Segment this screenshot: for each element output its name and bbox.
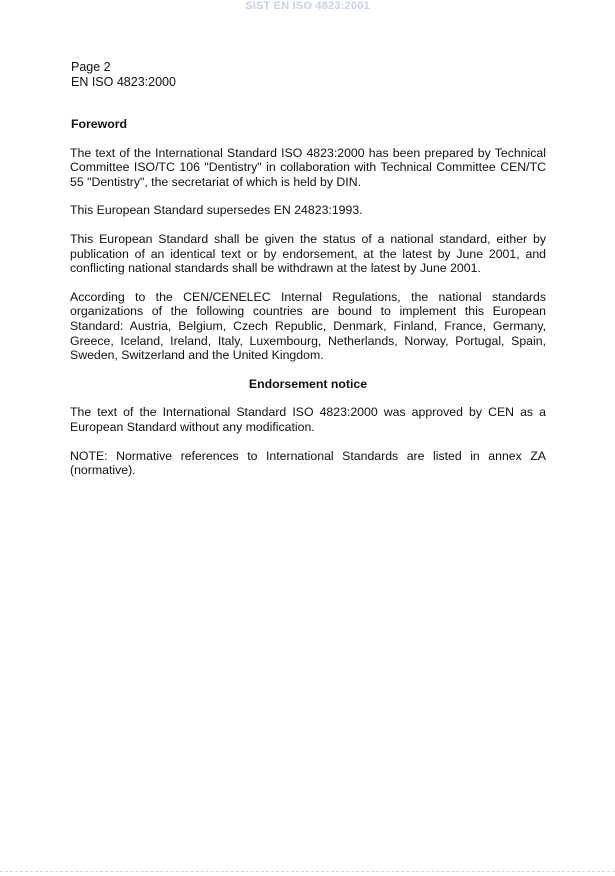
foreword-paragraph-4: According to the CEN/CENELEC Internal Regulations, the national standards organizations of the following countries are bound to implement this European Standard: Austria, Belgium, Czech Republic, Denmark, Finland, France, Germany, Greece, Iceland, Ireland, Italy, Luxembourg, Netherlands, Norway, Portugal, Spain, Sweden, Switzerland and the United Kingdom.: [70, 289, 546, 363]
page-header: [71, 60, 176, 89]
foreword-paragraph-2: This European Standard supersedes EN 24823:1993.: [70, 203, 363, 218]
page-bottom-edge: [0, 871, 615, 872]
endorsement-heading: Endorsement notice: [248, 376, 368, 391]
endorsement-paragraph-1: The text of the International Standard ISO 4823:2000 was approved by CEN as a European Standard without any modification.: [70, 405, 546, 434]
foreword-paragraph-3: This European Standard shall be given the status of a national standard, either by publication of an identical text or by endorsement, at the latest by June 2001, and conflicting national standards shall be withdrawn at the latest by June 2001.: [70, 231, 546, 276]
watermark: SIST EN ISO 4823:2001: [245, 0, 370, 12]
document-body: [70, 117, 546, 492]
foreword-paragraph-1: The text of the International Standard ISO 4823:2000 has been prepared by Technical Committee ISO/TC 106 "Dentistry" in collaboration with Technical Committee CEN/TC 55 "Dentistry", the secretariat of which is held by DIN.: [70, 145, 546, 189]
document-id: EN ISO 4823:2000: [71, 74, 176, 89]
foreword-heading: Foreword: [71, 117, 128, 131]
endorsement-note: NOTE: Normative references to International Standards are listed in annex ZA (normative).: [70, 448, 546, 478]
page-label: Page 2: [71, 60, 111, 74]
